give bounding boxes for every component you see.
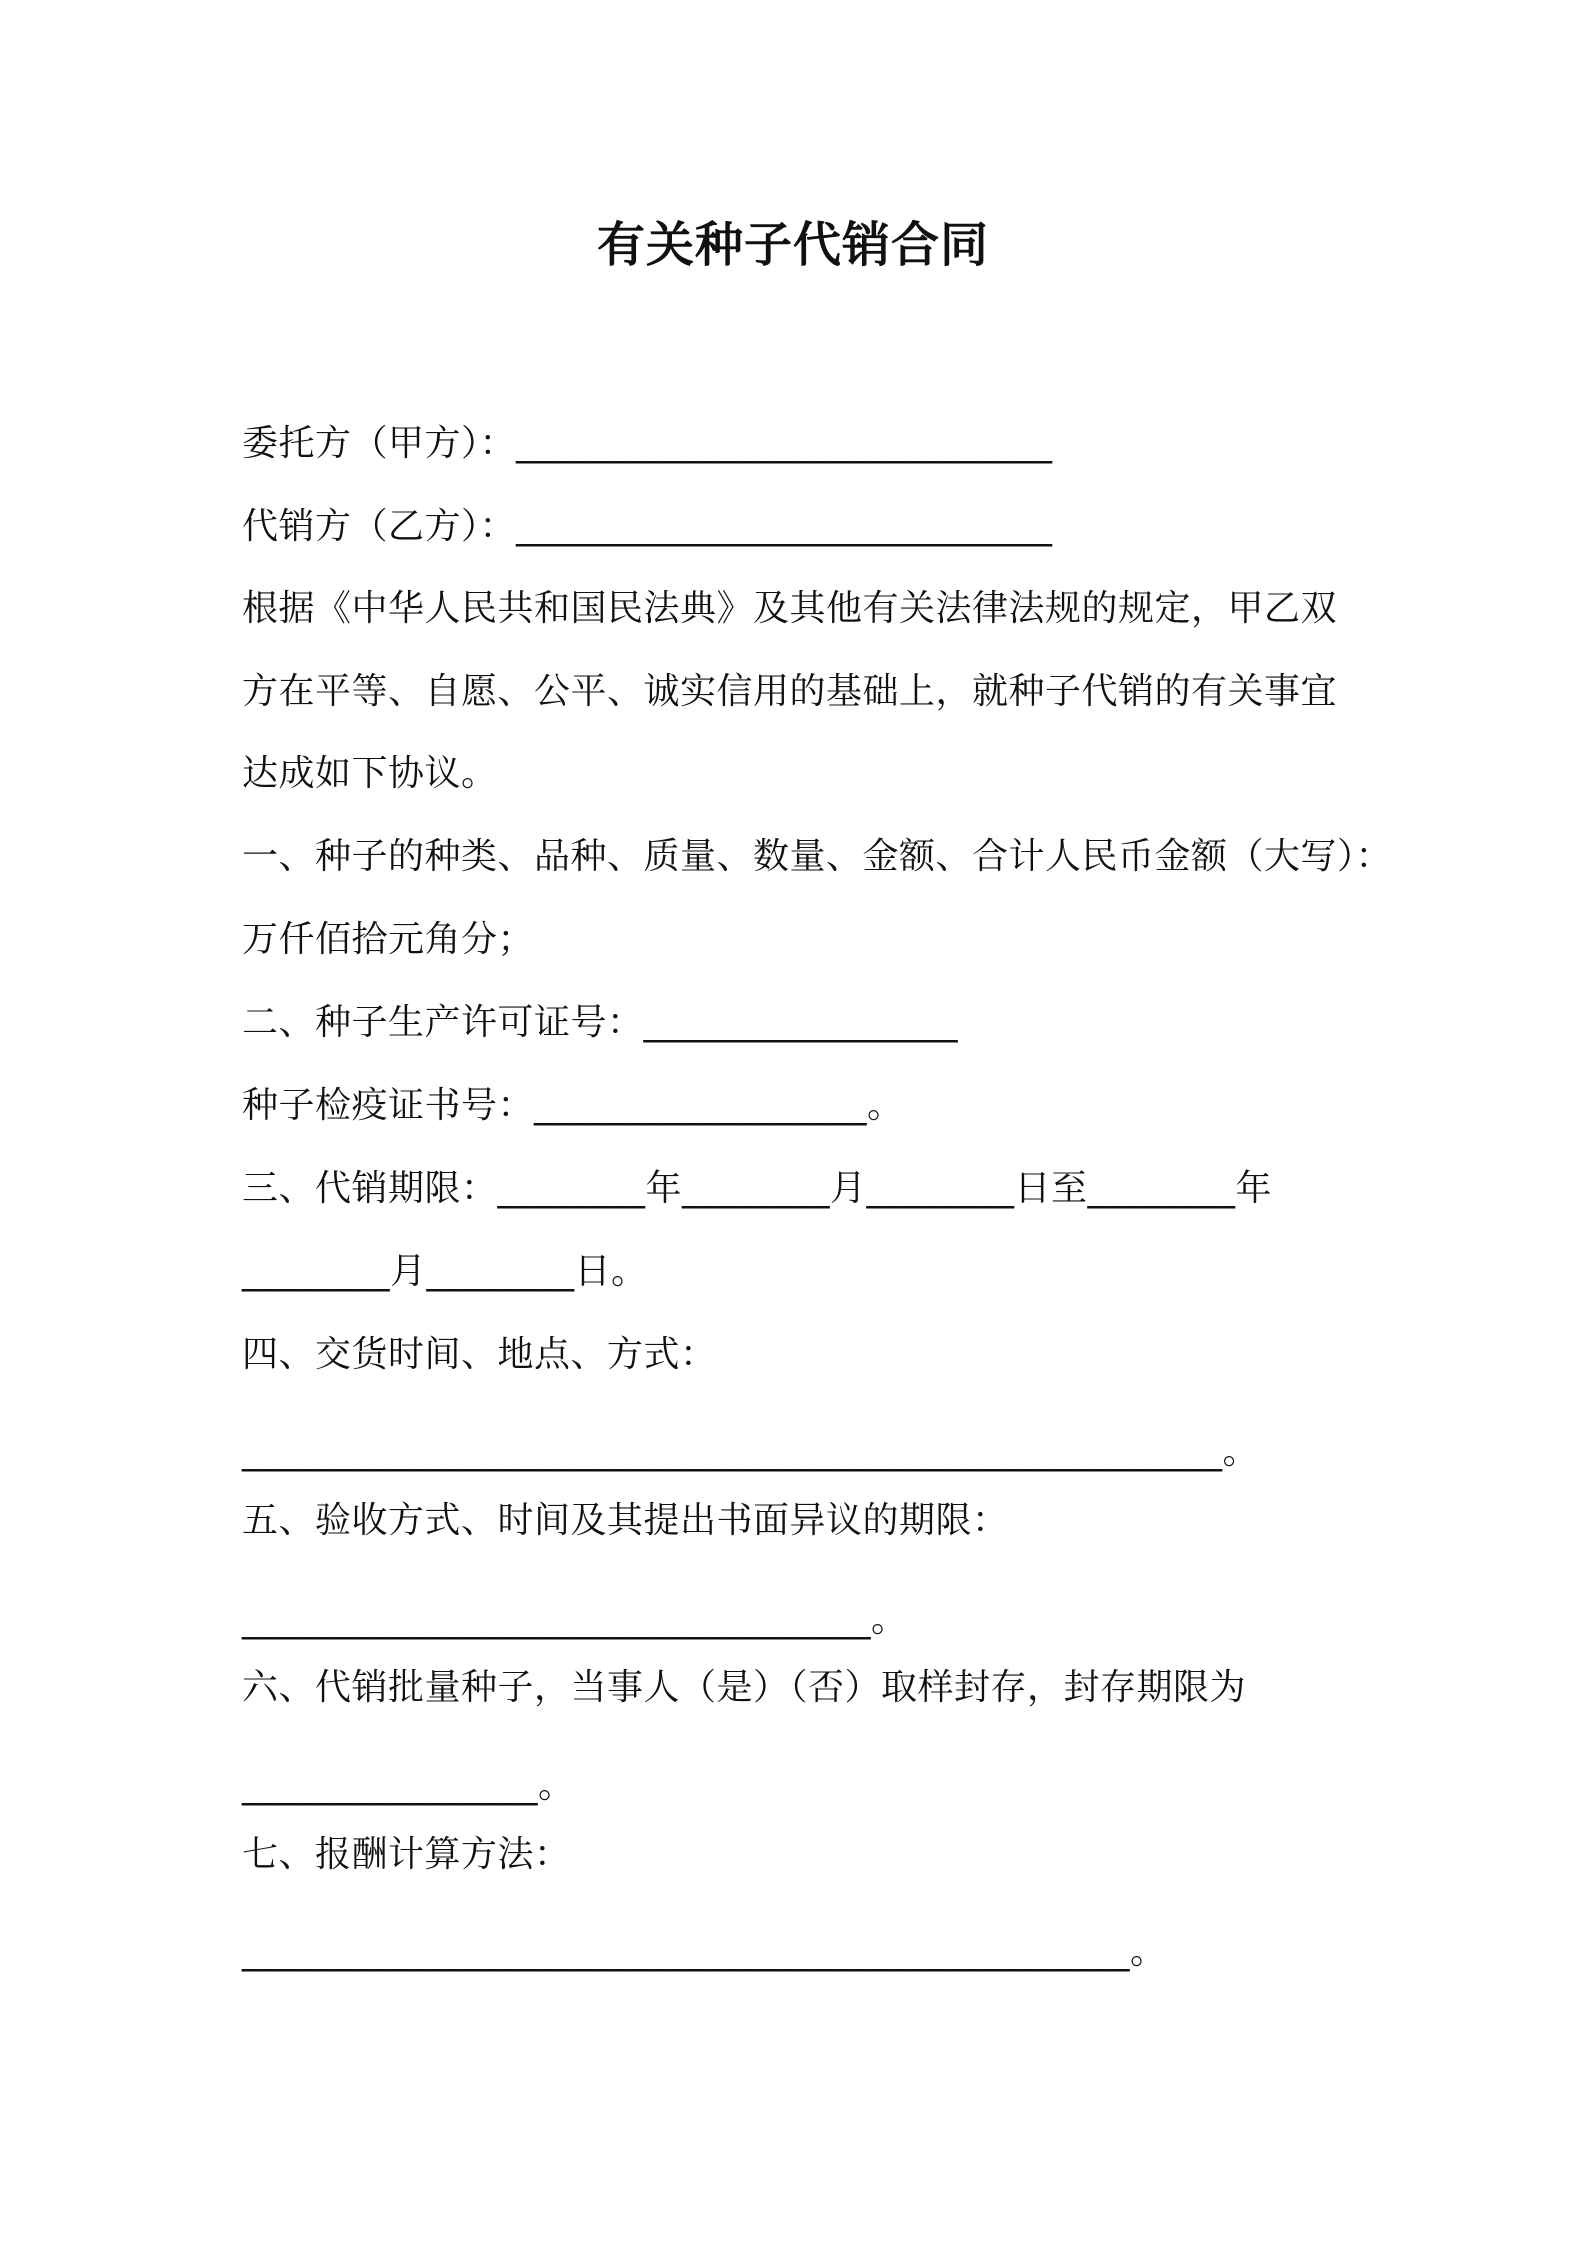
clause-2-line-1: 二、种子生产许可证号：_________________	[242, 1002, 959, 1043]
clause-4-heading: 四、交货时间、地点、方式：	[242, 1334, 717, 1375]
clause-7-blank: ________________________________________________。	[242, 1931, 1167, 1972]
clause-6-line-1: 六、代销批量种子，当事人（是）（否）取样封存，封存期限为	[242, 1667, 1247, 1708]
preamble-line-1: 根据《中华人民共和国民法典》及其他有关法律法规的规定，甲乙双	[242, 588, 1338, 629]
clause-1-line-1: 一、种子的种类、品种、质量、数量、金额、合计人民币金额（大写）：	[242, 836, 1393, 877]
clause-4-blank: _____________________________________________________。	[242, 1431, 1259, 1472]
clause-5-heading: 五、验收方式、时间及其提出书面异议的期限：	[242, 1500, 1009, 1541]
preamble-line-3: 达成如下协议。	[242, 753, 498, 794]
client-party-line: 委托方（甲方）：_____________________________	[242, 423, 1053, 464]
agent-party-line: 代销方（乙方）：_____________________________	[242, 506, 1053, 547]
clause-3-line-1: 三、代销期限：________年________月________日至________年	[242, 1168, 1273, 1209]
clause-5-blank: __________________________________。	[242, 1599, 908, 1640]
clause-2-line-2: 种子检疫证书号：__________________。	[242, 1085, 904, 1126]
clause-7-heading: 七、报酬计算方法：	[242, 1834, 571, 1875]
clause-6-line-2: ________________。	[242, 1765, 575, 1806]
clause-3-line-2: ________月________日。	[242, 1251, 648, 1292]
document-title: 有关种子代销合同	[596, 217, 989, 273]
preamble-line-2: 方在平等、自愿、公平、诚实信用的基础上，就种子代销的有关事宜	[242, 671, 1338, 712]
clause-1-line-2: 万仟佰拾元角分；	[242, 919, 535, 960]
